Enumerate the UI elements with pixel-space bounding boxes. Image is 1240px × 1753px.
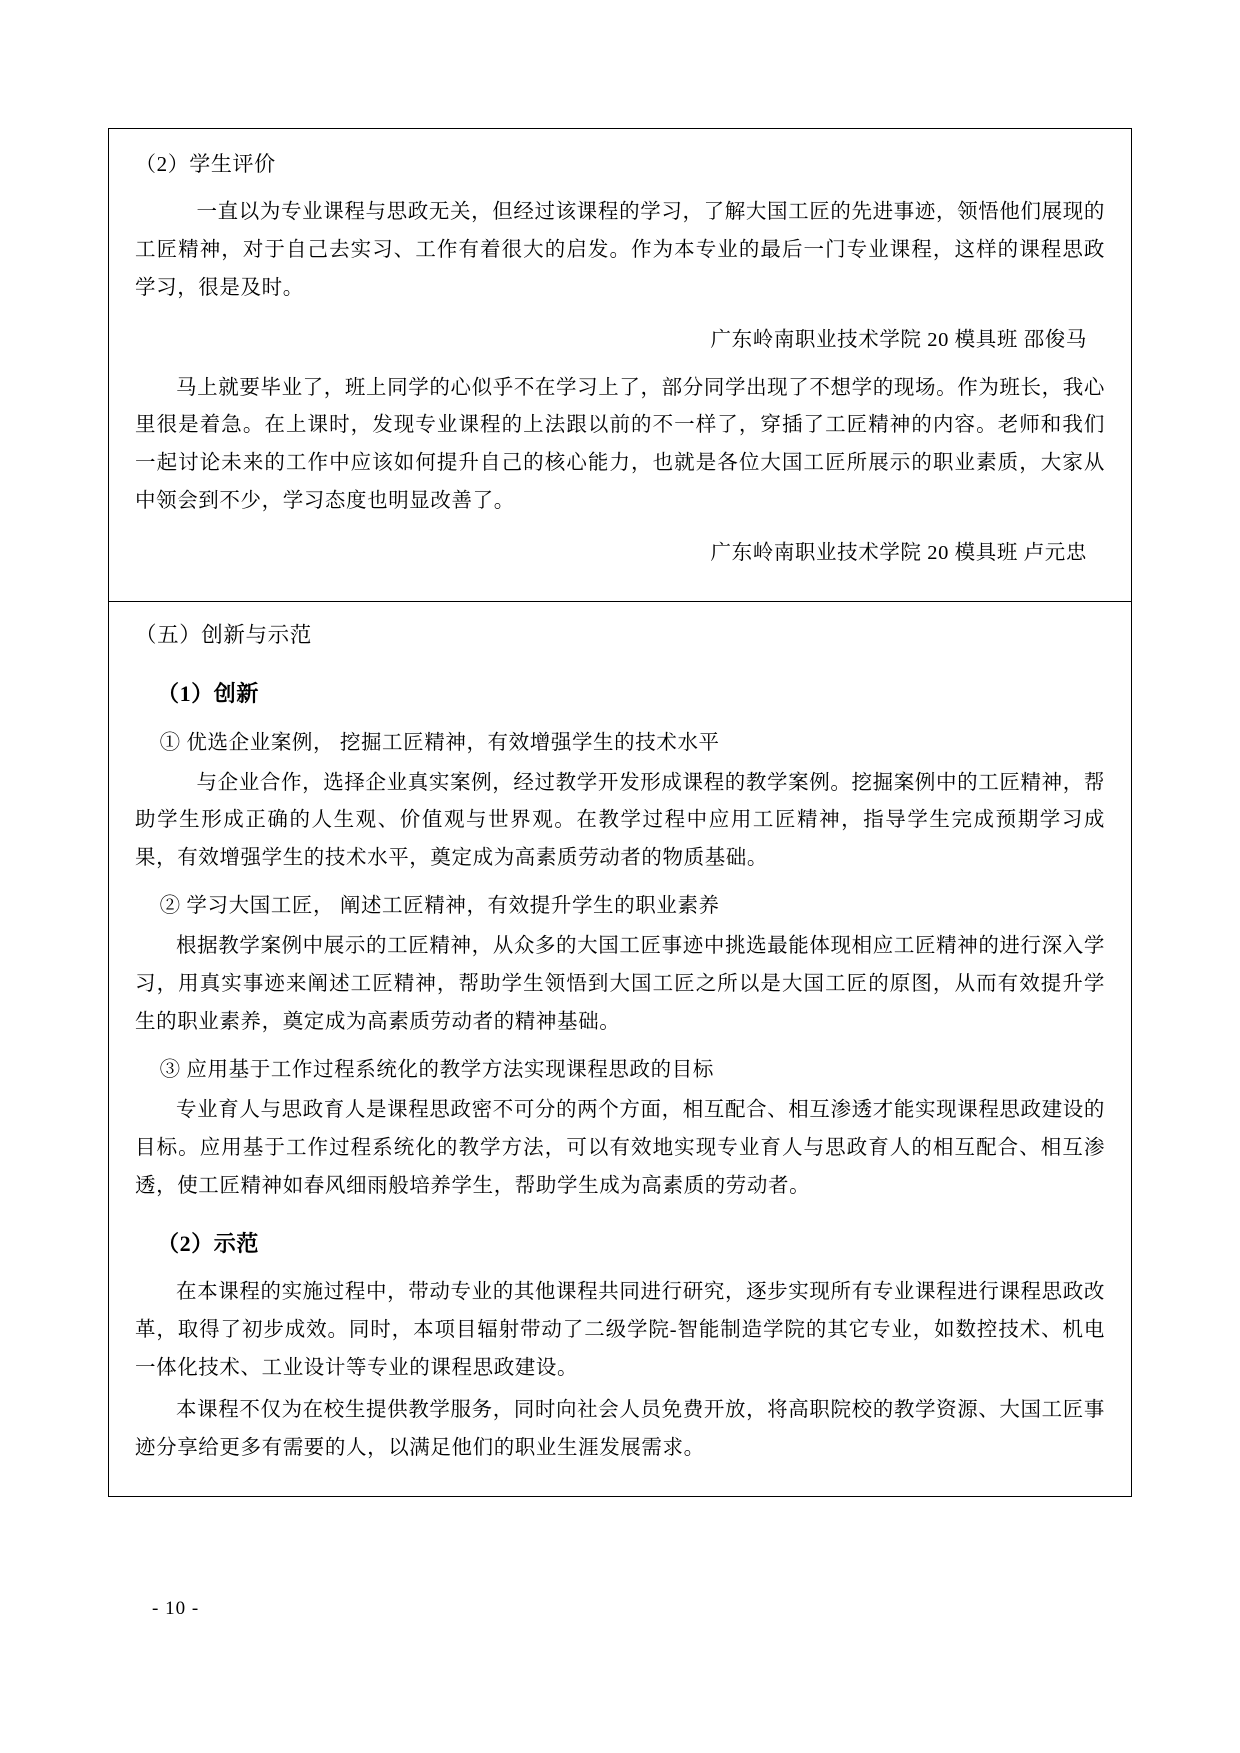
innovation-item-2-label: ② 学习大国工匠， 阐述工匠精神，有效提升学生的职业素养 [159,895,720,918]
student-evaluation-paragraph-2: 马上就要毕业了，班上同学的心似乎不在学习上了，部分同学出现了不想学的现场。作为班长，我心里很是着急。在上课时，发现专业课程的上法跟以前的不一样了，穿插了工匠精神的内容。老师和我们一起讨论未来的工作中应该如何提升自己的核心能力，也就是各位大国工匠所展示的职业素质，大家从中领会到不少，学习态度也明显改善了。 [135,376,1105,513]
section-title-innovation-demonstration: （五）创新与示范 [135,623,312,648]
student-signature-1: 广东岭南职业技术学院 20 模具班 邵俊马 [710,328,1087,351]
demonstration-paragraph-1: 在本课程的实施过程中，带动专业的其他课程共同进行研究，逐步实现所有专业课程进行课程思政改革，取得了初步成效。同时，本项目辐射带动了二级学院-智能制造学院的其它专业，如数控技术、机电一体化技术、工业设计等专业的课程思政建设。 [135,1281,1105,1380]
student-evaluation-cell [109,129,1131,602]
student-signature-2: 广东岭南职业技术学院 20 模具班 卢元忠 [710,542,1087,565]
innovation-item-1-body: 与企业合作，选择企业真实案例，经过教学开发形成课程的教学案例。挖掘案例中的工匠精神，帮助学生形成正确的人生观、价值观与世界观。在教学过程中应用工匠精神，指导学生完成预期学习成果，有效增强学生的技术水平，奠定成为高素质劳动者的物质基础。 [135,771,1105,870]
heading-innovation: （1）创新 [157,680,260,706]
page-number: - 10 - [152,1598,200,1619]
innovation-demonstration-cell [109,602,1131,1496]
innovation-item-3-label: ③ 应用基于工作过程系统化的教学方法实现课程思政的目标 [159,1058,714,1081]
demonstration-paragraph-2: 本课程不仅为在校生提供教学服务，同时向社会人员免费开放，将高职院校的教学资源、大国工匠事迹分享给更多有需要的人，以满足他们的职业生涯发展需求。 [135,1399,1105,1460]
content-table [108,128,1132,1497]
innovation-item-2-body: 根据教学案例中展示的工匠精神，从众多的大国工匠事迹中挑选最能体现相应工匠精神的进行深入学习，用真实事迹来阐述工匠精神，帮助学生领悟到大国工匠之所以是大国工匠的原图，从而有效提升学生的职业素养，奠定成为高素质劳动者的精神基础。 [135,935,1105,1034]
innovation-item-1-label: ① 优选企业案例， 挖掘工匠精神，有效增强学生的技术水平 [159,731,720,754]
student-evaluation-paragraph-1: 一直以为专业课程与思政无关，但经过该课程的学习，了解大国工匠的先进事迹，领悟他们展现的工匠精神，对于自己去实习、工作有着很大的启发。作为本专业的最后一门专业课程，这样的课程思政学习，很是及时。 [135,200,1105,299]
heading-demonstration: （2）示范 [157,1230,260,1256]
bottom-spacer [135,1472,1105,1478]
student-evaluation-title: （2）学生评价 [135,152,276,176]
innovation-item-3-body: 专业育人与思政育人是课程思政密不可分的两个方面，相互配合、相互渗透才能实现课程思政建设的目标。应用基于工作过程系统化的教学方法，可以有效地实现专业育人与思政育人的相互配合、相互渗透，使工匠精神如春风细雨般培养学生，帮助学生成为高素质的劳动者。 [135,1098,1105,1197]
